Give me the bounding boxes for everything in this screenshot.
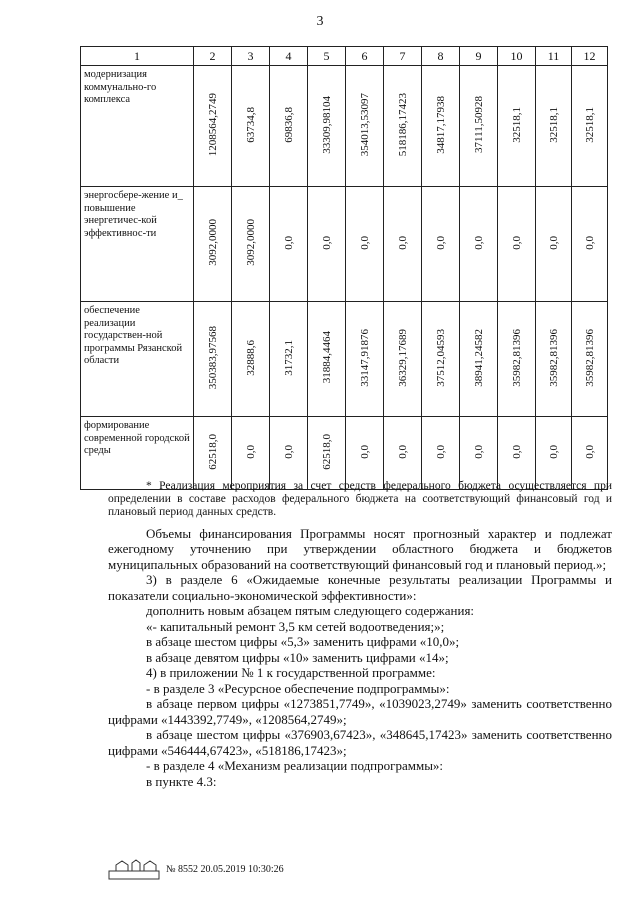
header-cell: 2 [194, 47, 232, 66]
value-cell [346, 187, 384, 302]
cell-value: 33309,98104 [320, 95, 333, 154]
value-cell [346, 302, 384, 417]
cell-value: 0,0 [472, 235, 485, 250]
row-label: энергосбере-жение и_ повышение энергетичес-кой эффективнос-ти [81, 187, 194, 302]
value-cell [498, 187, 536, 302]
value-cell [422, 417, 460, 490]
value-cell [232, 417, 270, 490]
footnote: * Реализация мероприятия за счет средств федерального бюджета осуществляется при определении в составе расходов федерального бюджета на соответствующий финансовый год и плановый период данных средств. [108, 480, 612, 519]
paragraph: 3) в разделе 6 «Ожидаемые конечные результаты реализации Программы и показатели социально-экономической эффективности»: [108, 572, 612, 603]
paragraph: - в разделе 3 «Ресурсное обеспечение подпрограммы»: [146, 680, 450, 696]
cell-value: 518186,17423 [396, 92, 409, 157]
cell-value: 62518,0 [320, 433, 333, 470]
cell-value: 0,0 [510, 444, 523, 459]
value-cell [384, 66, 422, 187]
cell-value: 37111,50928 [472, 96, 485, 153]
cell-value: 1208564,2749 [206, 92, 219, 157]
financing-table [80, 46, 608, 490]
cell-value: 31732,1 [282, 339, 295, 376]
value-cell [384, 417, 422, 490]
value-cell [346, 66, 384, 187]
row-label: модернизация коммунально-го комплекса [81, 66, 194, 187]
header-cell: 10 [498, 47, 536, 66]
value-cell [270, 66, 308, 187]
cell-value: 0,0 [396, 444, 409, 459]
cell-value: 32518,1 [510, 106, 523, 143]
cell-value: 3092,0000 [206, 219, 219, 266]
paragraph: в абзаце шестом цифры «5,3» заменить цифрами «10,0»; [146, 634, 460, 650]
value-cell [460, 187, 498, 302]
paragraph: «- капитальный ремонт 3,5 км сетей водоотведения;»; [146, 618, 445, 634]
cell-value: 36329,17689 [396, 328, 409, 387]
value-cell [232, 302, 270, 417]
cell-value: 0,0 [282, 444, 295, 459]
cell-value: 3092,0000 [244, 219, 257, 266]
document-number: № 8552 20.05.2019 10:30:26 [166, 863, 284, 875]
value-cell [498, 66, 536, 187]
cell-value: 62518,0 [206, 433, 219, 470]
value-cell [422, 302, 460, 417]
header-cell: 3 [232, 47, 270, 66]
cell-value: 33147,91876 [358, 328, 371, 387]
footer [108, 858, 284, 880]
body-text [108, 480, 612, 789]
paragraph: в абзаце шестом цифры «376903,67423», «348645,17423» заменить соответственно цифрами «546444,67423», «518186,17423»; [108, 727, 612, 758]
cell-value: 34817,17938 [434, 95, 447, 154]
cell-value: 354013,53097 [358, 92, 371, 157]
cell-value: 0,0 [282, 235, 295, 250]
table-row [81, 417, 608, 490]
header-cell: 11 [536, 47, 572, 66]
cell-value: 0,0 [510, 235, 523, 250]
value-cell [194, 66, 232, 187]
cell-value: 63734,8 [244, 106, 257, 143]
value-cell [536, 66, 572, 187]
value-cell [308, 302, 346, 417]
value-cell [422, 66, 460, 187]
value-cell [384, 302, 422, 417]
cell-value: 0,0 [320, 235, 333, 250]
cell-value: 0,0 [358, 235, 371, 250]
value-cell [536, 187, 572, 302]
value-cell [572, 187, 608, 302]
value-cell [460, 417, 498, 490]
header-cell: 5 [308, 47, 346, 66]
value-cell [572, 66, 608, 187]
value-cell [498, 417, 536, 490]
cell-value: 0,0 [396, 235, 409, 250]
value-cell [384, 187, 422, 302]
seal-stamp-icon [108, 858, 160, 880]
paragraph: дополнить новым абзацем пятым следующего содержания: [146, 603, 475, 619]
value-cell [270, 302, 308, 417]
cell-value: 37512,04593 [434, 328, 447, 387]
header-cell: 6 [346, 47, 384, 66]
value-cell [194, 187, 232, 302]
value-cell [308, 187, 346, 302]
cell-value: 32518,1 [583, 106, 596, 143]
cell-value: 0,0 [434, 235, 447, 250]
header-cell: 1 [81, 47, 194, 66]
cell-value: 35982,81396 [583, 328, 596, 387]
value-cell [460, 302, 498, 417]
cell-value: 69836,8 [282, 106, 295, 143]
page-number: 3 [316, 14, 324, 29]
paragraph: - в разделе 4 «Механизм реализации подпрограммы»: [146, 758, 444, 774]
value-cell [460, 66, 498, 187]
value-cell [572, 302, 608, 417]
header-cell: 9 [460, 47, 498, 66]
value-cell [270, 187, 308, 302]
cell-value: 0,0 [244, 444, 257, 459]
value-cell [308, 417, 346, 490]
cell-value: 0,0 [472, 444, 485, 459]
cell-value: 0,0 [547, 444, 560, 459]
table-row [81, 66, 608, 187]
cell-value: 38941,24582 [472, 328, 485, 387]
cell-value: 0,0 [583, 444, 596, 459]
cell-value: 35982,81396 [547, 328, 560, 387]
paragraph: в пункте 4.3: [146, 773, 217, 789]
value-cell [572, 417, 608, 490]
row-label: формирование современной городской среды [81, 417, 194, 490]
cell-value: 0,0 [583, 235, 596, 250]
header-cell: 4 [270, 47, 308, 66]
header-cell: 7 [384, 47, 422, 66]
value-cell [194, 302, 232, 417]
cell-value: 0,0 [358, 444, 371, 459]
row-label: обеспечение реализации государствен-ной программы Рязанской области [81, 302, 194, 417]
paragraph: в абзаце первом цифры «1273851,7749», «1039023,2749» заменить соответственно цифрами «1443392,7749», «1208564,2749»; [108, 696, 612, 727]
cell-value: 0,0 [547, 235, 560, 250]
paragraph: Объемы финансирования Программы носят прогнозный характер и подлежат ежегодному уточнению при утверждении областного бюджета и бюджетов муниципальных образований на соответствующий финансовый год и плановый период.»; [108, 525, 612, 572]
cell-value: 0,0 [434, 444, 447, 459]
paragraph: 4) в приложении № 1 к государственной программе: [146, 665, 436, 681]
value-cell [422, 187, 460, 302]
value-cell [536, 302, 572, 417]
cell-value: 31884,4464 [320, 331, 333, 384]
value-cell [308, 66, 346, 187]
table-row [81, 302, 608, 417]
value-cell [270, 417, 308, 490]
value-cell [346, 417, 384, 490]
value-cell [232, 66, 270, 187]
cell-value: 350383,97568 [206, 325, 219, 390]
value-cell [232, 187, 270, 302]
cell-value: 35982,81396 [510, 328, 523, 387]
cell-value: 32888,6 [244, 339, 257, 376]
paragraph: в абзаце девятом цифры «10» заменить цифрами «14»; [146, 649, 449, 665]
value-cell [498, 302, 536, 417]
value-cell [536, 417, 572, 490]
table-row [81, 187, 608, 302]
cell-value: 32518,1 [547, 106, 560, 143]
header-cell: 12 [572, 47, 608, 66]
header-cell: 8 [422, 47, 460, 66]
value-cell [194, 417, 232, 490]
table-header-row [81, 47, 608, 66]
